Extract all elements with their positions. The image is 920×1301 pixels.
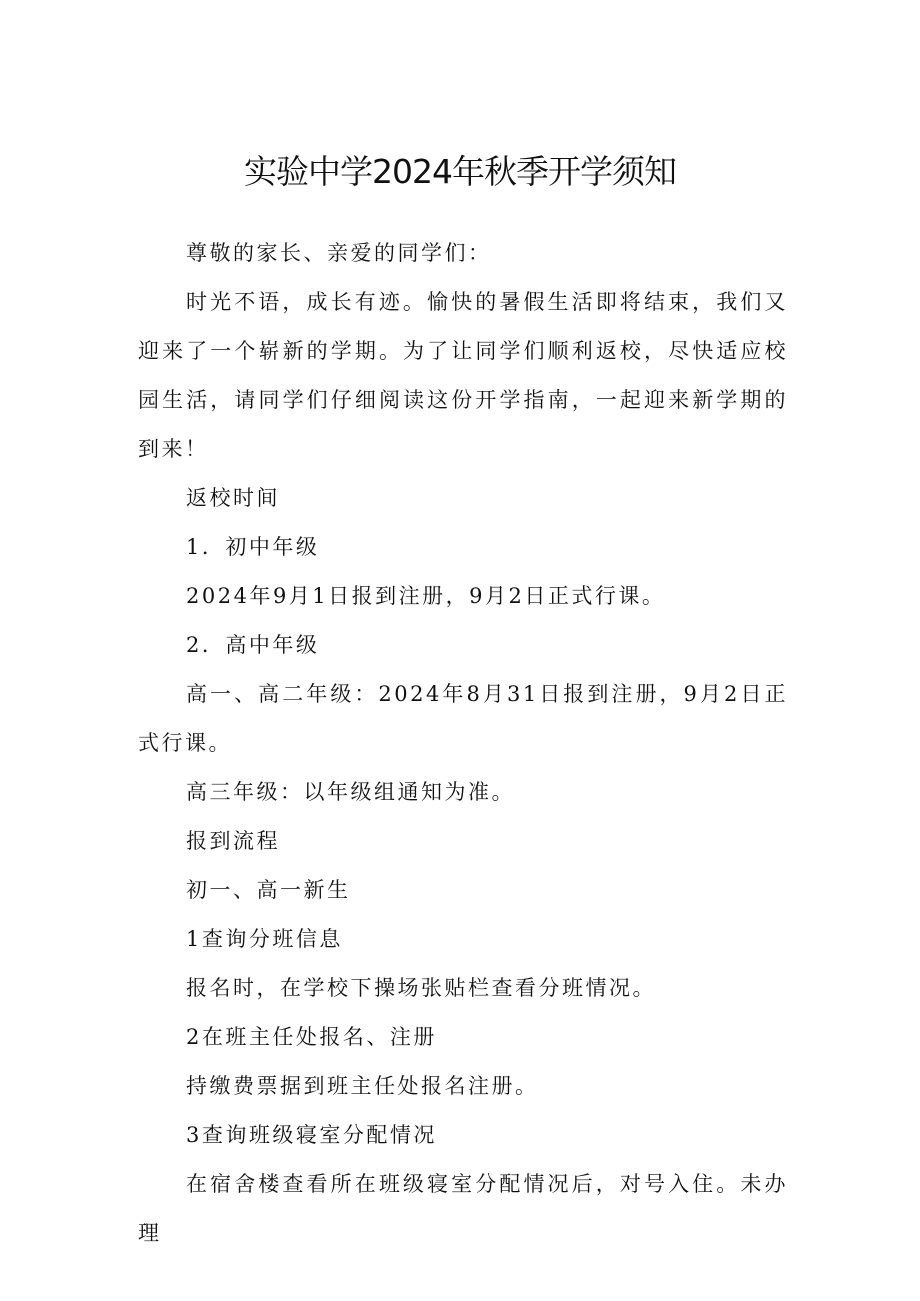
item-senior-grade: 2．高中年级 bbox=[186, 633, 320, 657]
paragraph-dormitory: 在宿舍楼查看所在班级寝室分配情况后，对号入住。未办理 bbox=[138, 1172, 788, 1245]
paragraph-senior-three: 高三年级：以年级组通知为准。 bbox=[186, 780, 515, 804]
paragraph-register: 持缴费票据到班主任处报名注册。 bbox=[186, 1074, 539, 1098]
document-title: 实验中学2024年秋季开学须知 bbox=[244, 152, 676, 191]
document-body bbox=[138, 229, 788, 1258]
item-junior-grade: 1．初中年级 bbox=[186, 535, 320, 559]
step-register: 2在班主任处报名、注册 bbox=[186, 1025, 437, 1049]
paragraph-check-class: 报名时，在学校下操场张贴栏查看分班情况。 bbox=[186, 976, 656, 1000]
step-check-class: 1查询分班信息 bbox=[186, 927, 343, 951]
step-dormitory: 3查询班级寝室分配情况 bbox=[186, 1123, 437, 1147]
heading-return-time: 返校时间 bbox=[186, 486, 280, 510]
paragraph-senior-schedule: 高一、高二年级：2024年8月31日报到注册，9月2日正式行课。 bbox=[138, 682, 788, 755]
heading-registration-process: 报到流程 bbox=[186, 829, 280, 853]
paragraph-greeting: 尊敬的家长、亲爱的同学们： bbox=[186, 241, 492, 265]
paragraph-junior-schedule: 2024年9月1日报到注册，9月2日正式行课。 bbox=[186, 584, 666, 608]
heading-new-students: 初一、高一新生 bbox=[186, 878, 351, 902]
paragraph-intro: 时光不语，成长有迹。愉快的暑假生活即将结束，我们又迎来了一个崭新的学期。为了让同学们顺利返校，尽快适应校园生活，请同学们仔细阅读这份开学指南，一起迎来新学期的到来！ bbox=[138, 290, 788, 461]
